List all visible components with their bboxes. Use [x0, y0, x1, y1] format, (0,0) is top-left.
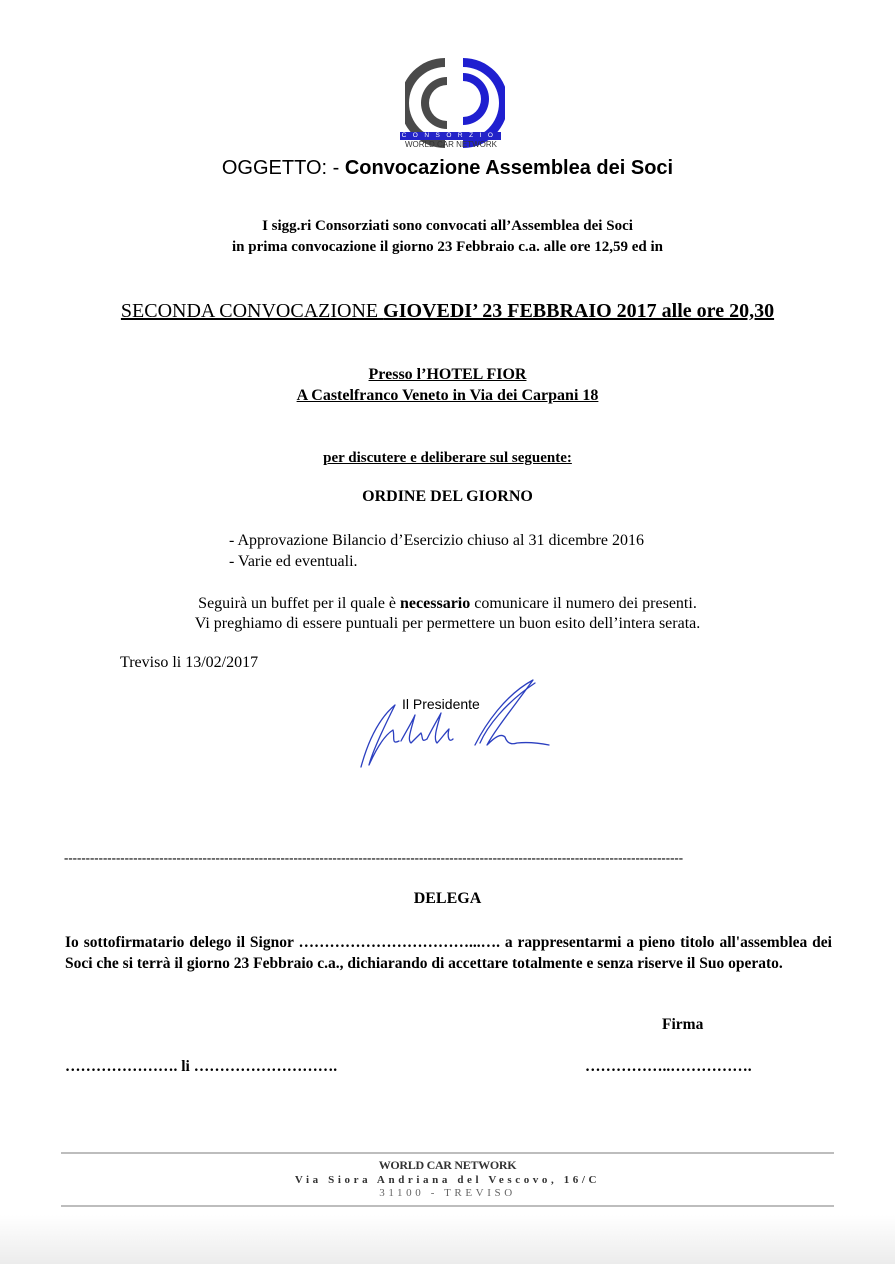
signature-label: Il Presidente — [402, 696, 480, 712]
place-date: Treviso li 13/02/2017 — [120, 654, 259, 671]
discuss-heading: per discutere e deliberare sul seguente: — [323, 450, 572, 466]
buffet-text-bold: necessario — [400, 595, 471, 612]
buffet-line-1 — [0, 594, 895, 614]
logo-left-arc-inner — [421, 77, 447, 129]
second-call — [0, 298, 895, 324]
subject-title: Convocazione Assemblea dei Soci — [344, 157, 674, 179]
cut-line-separator: ----------------------------------------------------------------------------------------------------------------------------------------------- — [64, 851, 684, 865]
delega-body: Io sottofirmatario delego il Signor ……………………………...…. a rappresentarmi a pieno titolo all'assemblea dei Soci che si terrà il giorno 23 Febbraio c.a., dichiarando di accettare totalmente e senza riserve il Suo operato. — [65, 934, 832, 972]
buffet-note — [0, 594, 895, 634]
agenda-title: ORDINE DEL GIORNO — [362, 488, 533, 505]
second-call-date: GIOVEDI’ 23 FEBBRAIO 2017 alle ore 20,30 — [383, 300, 775, 322]
intro-line-1: I sigg.ri Consorziati sono convocati all’Assemblea dei Soci — [262, 218, 633, 234]
venue-line-2: A Castelfranco Veneto in Via dei Carpani 18 — [296, 387, 599, 404]
second-call-label: SECONDA CONVOCAZIONE — [120, 300, 384, 322]
footer-bottom-rule — [61, 1205, 834, 1207]
delega-title: DELEGA — [413, 890, 482, 907]
agenda-item: - Approvazione Bilancio d’Esercizio chiuso al 31 dicembre 2016 — [229, 532, 644, 549]
subject-prefix: OGGETTO: - — [221, 157, 345, 179]
signature-fill-field: ……………..……………. — [585, 1058, 752, 1075]
agenda-list — [229, 530, 644, 572]
discuss-wrapper — [0, 449, 895, 467]
venue-line-1: Presso l’HOTEL FIOR — [368, 366, 527, 383]
firma-label: Firma — [662, 1016, 704, 1033]
intro-line-2: in prima convocazione il giorno 23 Febbraio c.a. alle ore 12,59 ed in — [232, 239, 663, 255]
president-signature-image — [355, 675, 555, 775]
place-date-fill-field: …………………. li ………………………. — [65, 1058, 338, 1075]
footer-address: Via Siora Andriana del Vescovo, 16/C — [294, 1174, 601, 1186]
buffet-text-a: Seguirà un buffet per il quale è — [198, 595, 401, 612]
venue — [0, 364, 895, 406]
footer-city: 31100 - TREVISO — [379, 1187, 516, 1199]
footer-company-name: WORLD CAR NETWORK — [378, 1158, 517, 1172]
logo-band-text: CONSORZIO — [401, 132, 500, 139]
agenda-item: - Varie ed eventuali. — [229, 553, 358, 570]
footer-top-rule — [61, 1152, 834, 1154]
intro-paragraph — [0, 216, 895, 258]
logo-right-arc-inner — [463, 73, 489, 125]
buffet-text-b: comunicare il numero dei presenti. — [470, 595, 697, 612]
buffet-line-2: Vi preghiamo di essere puntuali per permettere un buon esito dell’intera serata. — [194, 615, 701, 632]
subject-line — [0, 156, 895, 180]
logo-company-name: WORLD CAR NETWORK — [405, 140, 497, 149]
